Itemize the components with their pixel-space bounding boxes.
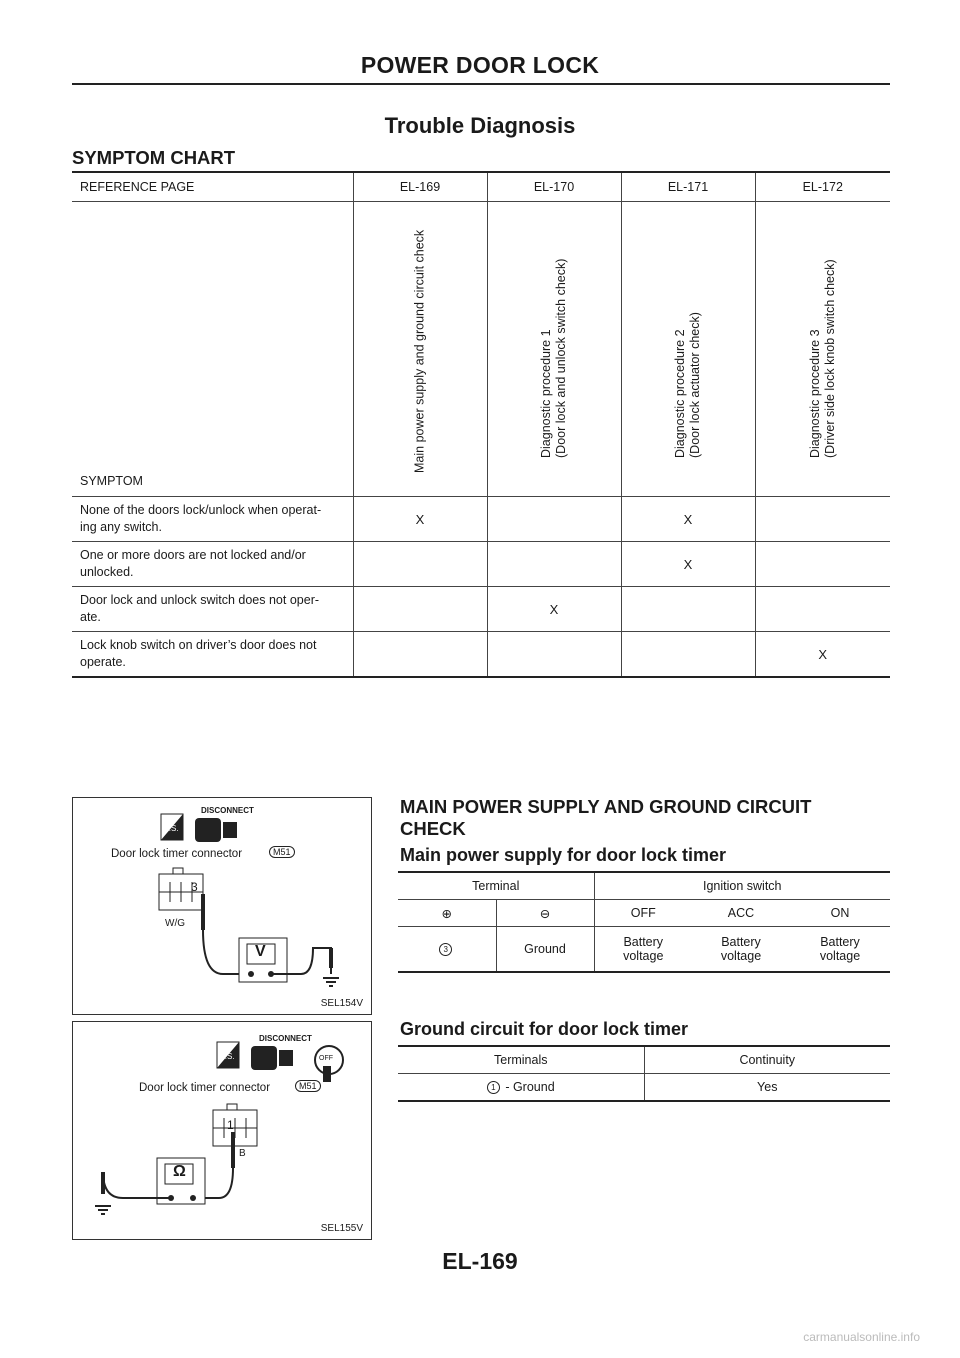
table-row xyxy=(398,900,890,927)
value-text: Battery xyxy=(623,935,664,949)
procedure-2-l2: (Door lock actuator check) xyxy=(688,312,702,458)
check-mark xyxy=(755,587,890,632)
connector-id: M51 xyxy=(295,1080,321,1092)
header-rule xyxy=(72,83,890,85)
terminals-header: Terminals xyxy=(494,1053,548,1067)
procedure-main-check-l1: Main power supply and ground circuit check xyxy=(412,229,427,473)
check-mark: X xyxy=(353,497,487,542)
reference-page-row xyxy=(72,172,890,202)
ground-cell: Ground xyxy=(496,927,594,973)
value-text: voltage xyxy=(623,949,664,963)
figure-code: SEL154V xyxy=(320,998,363,1009)
state-off: OFF xyxy=(594,900,692,927)
reference-page-4: EL-172 xyxy=(755,172,890,202)
symptom-text: Door lock and unlock switch does not oper- xyxy=(80,593,320,607)
check-mark xyxy=(755,542,890,587)
main-check-heading xyxy=(400,796,811,840)
voltage-check-diagram xyxy=(73,798,371,1014)
disconnect-label: DISCONNECT xyxy=(201,806,254,815)
terminal-cell xyxy=(398,927,496,973)
ohmmeter-icon: Ω xyxy=(173,1163,186,1180)
symptom-text: One or more doors are not locked and/or xyxy=(80,548,306,562)
check-mark: X xyxy=(621,542,755,587)
main-check-heading-l2: CHECK xyxy=(400,818,466,839)
procedure-1-l1: Diagnostic procedure 1 xyxy=(539,329,553,458)
state-on: ON xyxy=(830,906,850,920)
procedure-row xyxy=(72,202,890,497)
symptom-chart-heading: SYMPTOM CHART xyxy=(72,147,236,168)
ground-circuit-heading: Ground circuit for door lock timer xyxy=(400,1019,689,1039)
figure-voltage-check xyxy=(72,797,372,1015)
hs-label: H.S. xyxy=(163,824,179,833)
main-check-heading-l1: MAIN POWER SUPPLY AND GROUND CIRCUIT xyxy=(400,796,812,817)
symptom-text: None of the doors lock/unlock when operat- xyxy=(80,503,322,517)
ground-circuit-table xyxy=(398,1045,890,1102)
value-text: voltage xyxy=(819,949,861,963)
ignition-switch-header: Ignition switch xyxy=(594,872,890,900)
symptom-label: SYMPTOM xyxy=(80,474,143,488)
table-row xyxy=(72,632,890,678)
reference-page-label: REFERENCE PAGE xyxy=(80,180,195,194)
plus-symbol: ⊕ xyxy=(441,906,452,921)
table-row xyxy=(398,872,890,900)
watermark: carmanualsonline.info xyxy=(803,1330,920,1344)
terminal-badge: 1 xyxy=(487,1081,500,1094)
page-number: EL-169 xyxy=(442,1248,518,1274)
check-mark: X xyxy=(487,587,621,632)
check-mark xyxy=(487,632,621,678)
wire-color: W/G xyxy=(165,918,185,929)
procedure-3-l1: Diagnostic procedure 3 xyxy=(807,329,822,458)
check-mark xyxy=(487,497,621,542)
procedure-1-l2: (Door lock and unlock switch check) xyxy=(554,258,568,458)
reference-page-2: EL-170 xyxy=(487,172,621,202)
state-acc: ACC xyxy=(727,906,755,920)
header-title: POWER DOOR LOCK xyxy=(360,52,600,78)
symptom-chart-table xyxy=(72,171,890,678)
reference-page-3: EL-171 xyxy=(621,172,755,202)
figure-code: SEL155V xyxy=(320,1223,363,1234)
reference-page-1: EL-169 xyxy=(353,172,487,202)
procedure-2-l1: Diagnostic procedure 2 xyxy=(673,329,687,458)
terminal-text: - Ground xyxy=(505,1079,555,1094)
minus-symbol: ⊖ xyxy=(496,900,594,927)
connector-caption: Door lock timer connector xyxy=(111,848,243,860)
symptom-text: operate. xyxy=(80,655,126,669)
ignition-key-icon: OFF xyxy=(319,1055,333,1062)
connector-caption: Door lock timer connector xyxy=(139,1082,271,1094)
check-mark xyxy=(487,542,621,587)
check-mark xyxy=(353,587,487,632)
check-mark: X xyxy=(755,632,890,678)
table-row xyxy=(72,542,890,587)
terminal-number: 3 xyxy=(191,880,198,894)
hs-label: H.S. xyxy=(219,1052,235,1061)
table-row xyxy=(398,1074,890,1102)
figure-continuity-check xyxy=(72,1021,372,1240)
value-text: Battery xyxy=(820,935,860,949)
check-mark: X xyxy=(621,497,755,542)
check-mark xyxy=(755,497,890,542)
connector-id: M51 xyxy=(269,846,295,858)
continuity-value: Yes xyxy=(644,1074,890,1102)
check-mark xyxy=(621,632,755,678)
disconnect-label: DISCONNECT xyxy=(259,1034,312,1043)
check-mark xyxy=(353,632,487,678)
table-row xyxy=(72,497,890,542)
procedure-3-l2: (Driver side lock knob switch check) xyxy=(822,259,837,458)
wire-color: B xyxy=(239,1148,246,1159)
symptom-text: ate. xyxy=(80,610,101,624)
check-mark xyxy=(353,542,487,587)
terminal-header: Terminal xyxy=(472,879,520,893)
table-row xyxy=(398,927,890,973)
symptom-text: Lock knob switch on driver’s door does not xyxy=(80,638,317,652)
page-title: Trouble Diagnosis xyxy=(384,113,576,138)
terminal-number: 1 xyxy=(227,1118,234,1132)
power-supply-heading: Main power supply for door lock timer xyxy=(400,845,727,865)
table-row xyxy=(398,1046,890,1074)
continuity-header: Continuity xyxy=(644,1046,890,1074)
terminal-badge: 3 xyxy=(439,943,452,956)
check-mark xyxy=(621,587,755,632)
power-supply-table xyxy=(398,871,890,973)
symptom-text: unlocked. xyxy=(80,565,134,579)
voltmeter-icon: V xyxy=(255,943,266,960)
terminal-cell xyxy=(398,1074,644,1102)
value-text: Battery xyxy=(721,935,761,949)
value-text: voltage xyxy=(720,949,762,963)
symptom-text: ing any switch. xyxy=(80,520,162,534)
table-row xyxy=(72,587,890,632)
